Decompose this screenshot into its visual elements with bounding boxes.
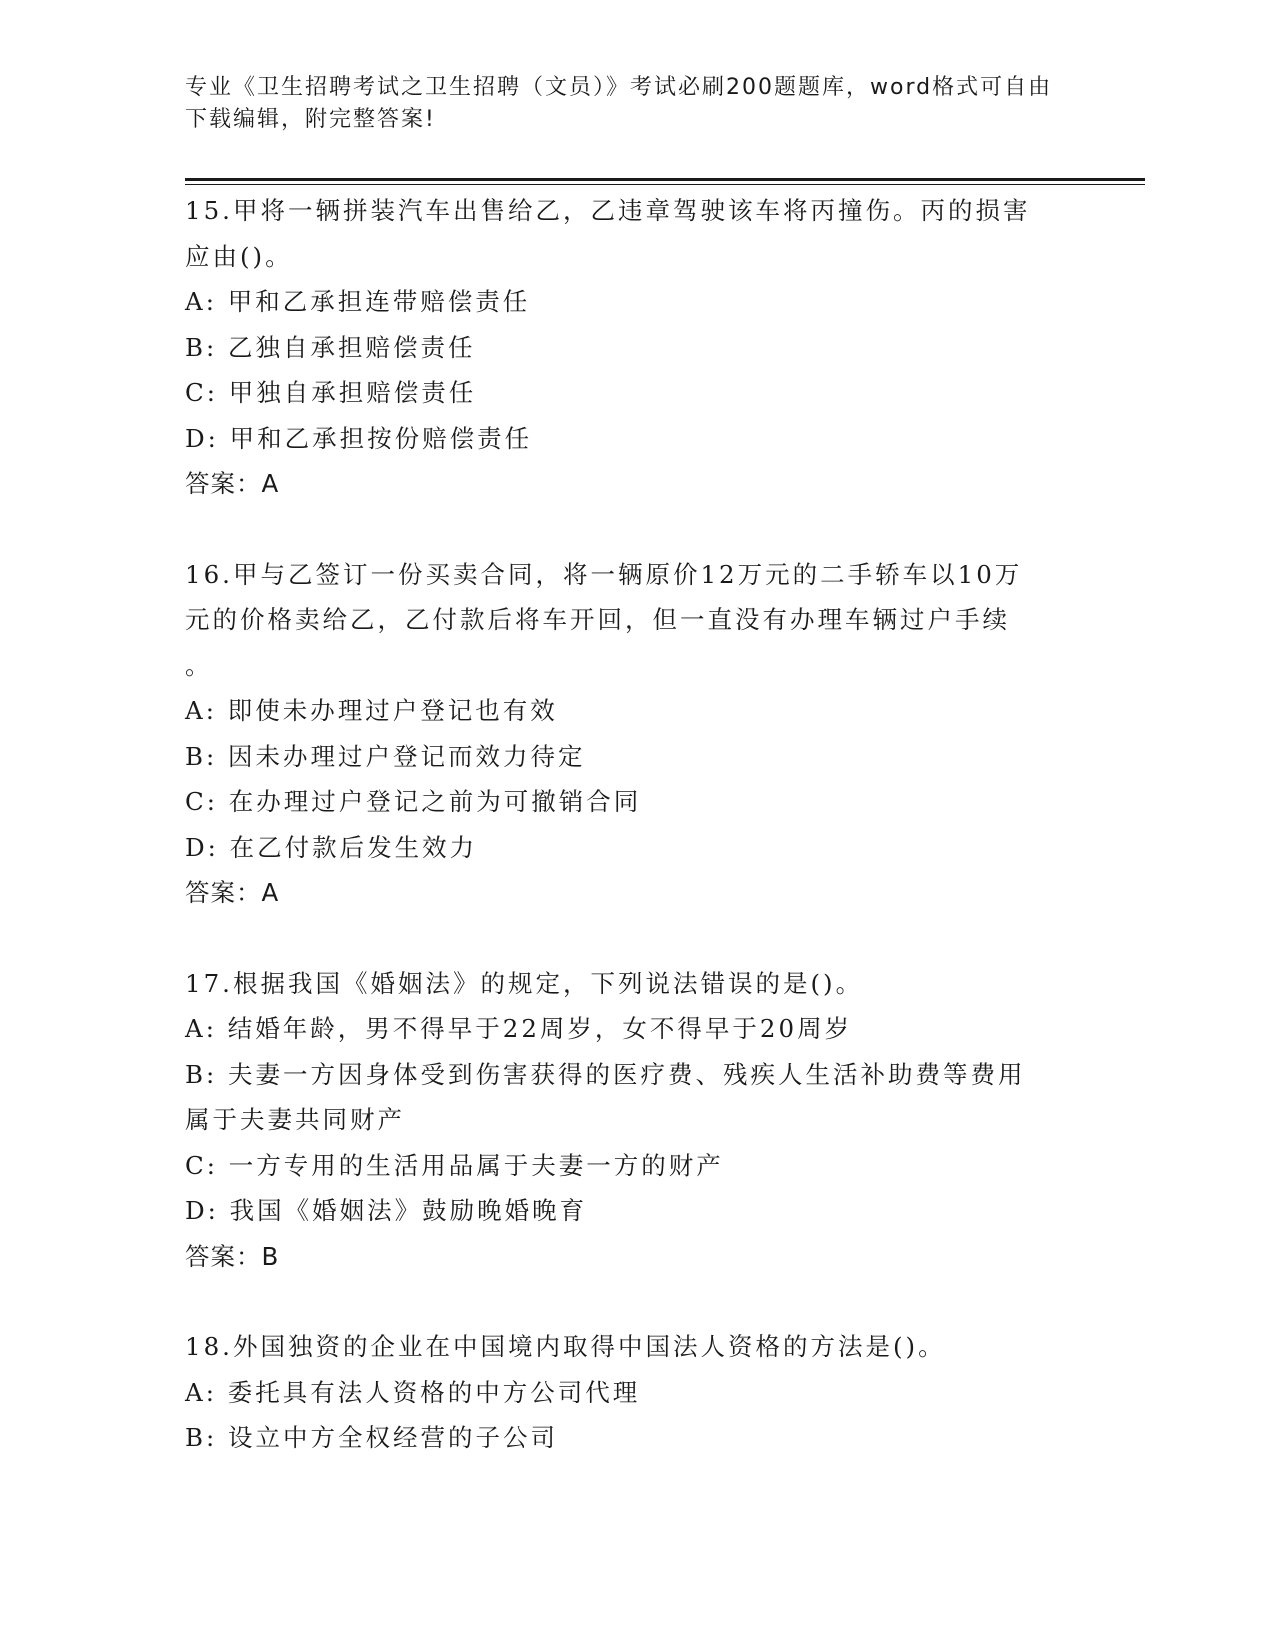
option-a: A: 委托具有法人资格的中方公司代理: [185, 1377, 641, 1407]
answer-line: 答案：B: [185, 1241, 280, 1271]
option-a: A: 结婚年龄，男不得早于22周岁，女不得早于20周岁: [185, 1014, 853, 1043]
option-d: D: 我国《婚姻法》鼓励晚婚晚育: [185, 1196, 588, 1225]
option-b: B: 因未办理过户登记而效力待定: [185, 741, 586, 771]
question-18: [185, 1324, 1065, 1461]
question-17: [185, 961, 1065, 1280]
option-a: A: 甲和乙承担连带赔偿责任: [185, 287, 531, 316]
question-list: [185, 188, 1065, 1461]
question-16: [185, 552, 1065, 916]
question-15: [185, 188, 1065, 507]
option-b-continued: 属于夫妻共同财产: [185, 1105, 405, 1134]
document-header: 专业《卫生招聘考试之卫生招聘（文员）》考试必刷200题题库，word格式可自由下载编辑，附完整答案!: [185, 75, 1053, 132]
option-a: A: 即使未办理过户登记也有效: [185, 696, 558, 725]
question-stem-line: 元的价格卖给乙，乙付款后将车开回，但一直没有办理车辆过户手续: [185, 605, 1010, 634]
option-d: D: 在乙付款后发生效力: [185, 832, 478, 862]
question-stem-line: 应由()。: [185, 241, 293, 271]
header-divider-thick: [185, 178, 1145, 181]
question-stem-line: 17.根据我国《婚姻法》的规定，下列说法错误的是()。: [185, 968, 864, 998]
option-b: B: 乙独自承担赔偿责任: [185, 332, 476, 362]
header-divider-thin: [185, 184, 1145, 185]
option-c: C: 甲独自承担赔偿责任: [185, 378, 477, 407]
option-c: C: 一方专用的生活用品属于夫妻一方的财产: [185, 1150, 724, 1180]
option-b: B: 夫妻一方因身体受到伤害获得的医疗费、残疾人生活补助费等费用: [185, 1059, 1026, 1089]
question-stem-line: 16.甲与乙签订一份买卖合同，将一辆原价12万元的二手轿车以10万: [185, 559, 1023, 589]
option-b: B: 设立中方全权经营的子公司: [185, 1423, 559, 1452]
option-d: D: 甲和乙承担按份赔偿责任: [185, 423, 533, 453]
question-stem-line: 。: [185, 650, 213, 680]
question-stem-line: 18.外国独资的企业在中国境内取得中国法人资格的方法是()。: [185, 1332, 946, 1361]
question-stem-line: 15.甲将一辆拼装汽车出售给乙，乙违章驾驶该车将丙撞伤。丙的损害: [185, 196, 1031, 225]
option-c: C: 在办理过户登记之前为可撤销合同: [185, 787, 642, 816]
answer-line: 答案：A: [185, 469, 280, 498]
answer-line: 答案：A: [185, 878, 280, 907]
